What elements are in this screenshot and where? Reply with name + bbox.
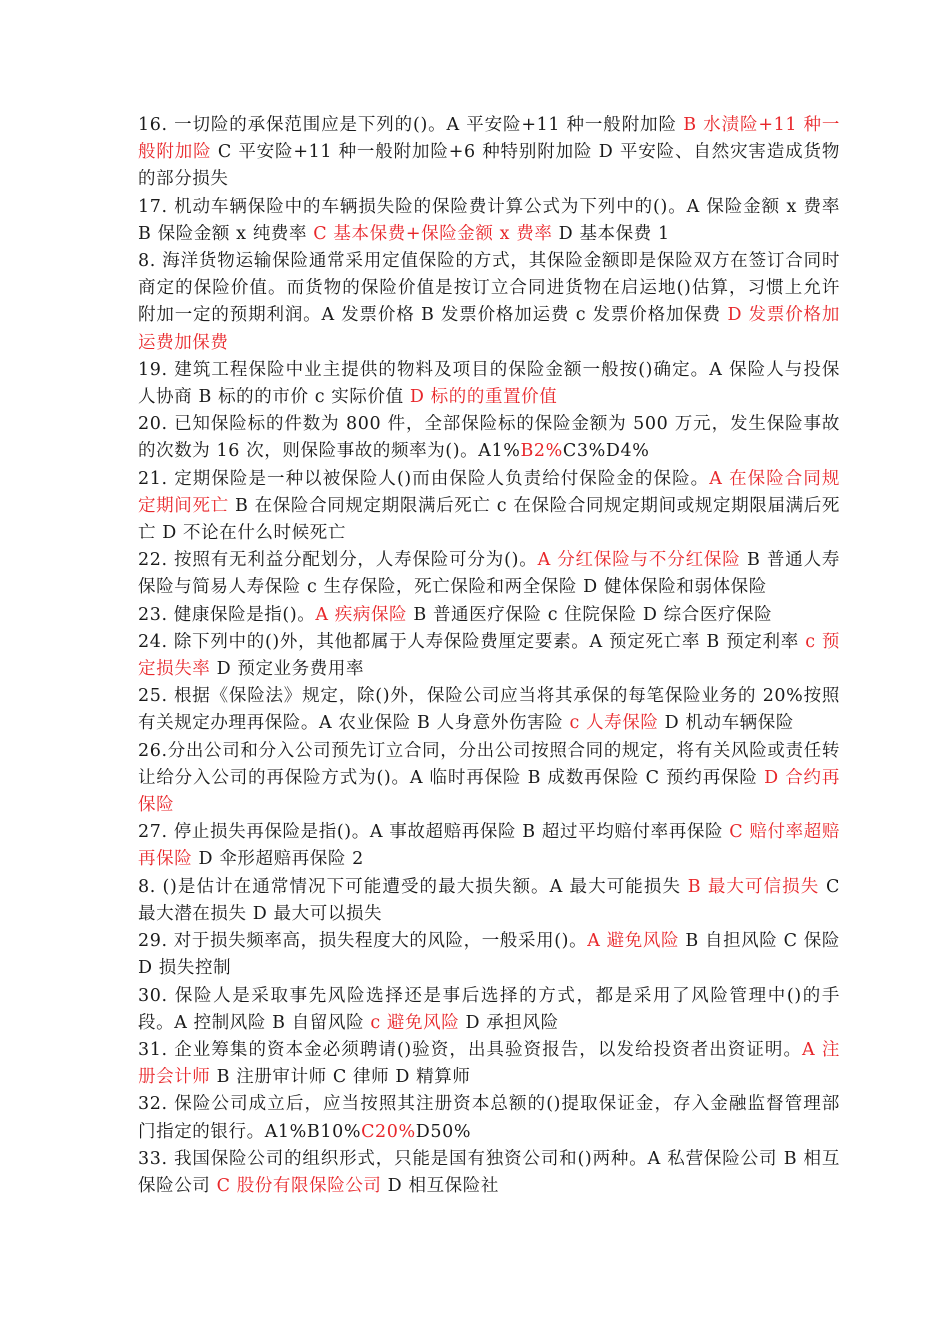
question-text: 31. 企业筹集的资本金必须聘请()验资，出具验资报告，以发给投资者出资证明。 bbox=[138, 1039, 803, 1060]
question-text: D 伞形超赔再保险 2 bbox=[192, 849, 364, 870]
correct-answer-text: A 在保险合同规定期间死亡 bbox=[138, 468, 840, 516]
question-paragraph bbox=[138, 683, 840, 737]
correct-answer-text: A 分红保险与不分红保险 bbox=[537, 550, 741, 571]
question-paragraph bbox=[138, 357, 840, 411]
question-paragraph bbox=[138, 629, 840, 683]
question-paragraph bbox=[138, 983, 840, 1037]
question-paragraph bbox=[138, 112, 840, 194]
correct-answer-text: D 发票价格加运费加保费 bbox=[138, 305, 841, 353]
question-text: C 最大潜在损失 D 最大可以损失 bbox=[138, 876, 840, 924]
correct-answer-text: C 基本保费+保险金额 x 费率 bbox=[313, 223, 553, 244]
question-text: 27. 停止损失再保险是指()。A 事故超赔再保险 B 超过平均赔付率再保险 bbox=[138, 822, 730, 843]
question-text: 19. 建筑工程保险中业主提供的物料及项目的保险金额一般按()确定。A 保险人与投保人协商 B 标的的市价 c 实际价值 bbox=[138, 359, 840, 408]
question-text: 22. 按照有无利益分配划分，人寿保险可分为()。 bbox=[138, 550, 538, 571]
question-text: 17. 机动车辆保险中的车辆损失险的保险费计算公式为下列中的()。A 保险金额 x 费率 B 保险金额 x 纯费率 bbox=[138, 196, 840, 244]
question-paragraph bbox=[138, 248, 840, 357]
correct-answer-text: C 股份有限保险公司 bbox=[216, 1175, 382, 1196]
question-text: D50% bbox=[415, 1121, 472, 1142]
correct-answer-text: C 赔付率超赔再保险 bbox=[138, 822, 841, 870]
question-text: 20. 已知保险标的件数为 800 件，全部保险标的保险金额为 500 万元，发生保险事故的次数为 16 次，则保险事故的频率为()。A1% bbox=[138, 414, 840, 462]
question-text: C3%D4% bbox=[562, 441, 650, 462]
question-text: 21. 定期保险是一种以被保险人()而由保险人负责给付保险金的保险。 bbox=[138, 468, 710, 489]
question-text: 29. 对于损失频率高，损失程度大的风险，一般采用()。 bbox=[138, 931, 588, 952]
correct-answer-text: B 水渍险+11 种一般附加险 bbox=[138, 115, 840, 163]
question-paragraph bbox=[138, 819, 840, 873]
question-paragraph bbox=[138, 602, 840, 629]
document-page bbox=[138, 112, 840, 1200]
question-text: 33. 我国保险公司的组织形式，只能是国有独资公司和()两种。A 私营保险公司 B 相互保险公司 bbox=[138, 1148, 840, 1196]
question-paragraph bbox=[138, 411, 840, 465]
question-text: D 预定业务费用率 bbox=[210, 659, 365, 680]
correct-answer-text: c 人寿保险 bbox=[569, 713, 659, 734]
question-paragraph bbox=[138, 466, 840, 548]
correct-answer-text: A 避免风险 bbox=[587, 931, 680, 952]
question-text: 24. 除下列中的()外，其他都属于人寿保险费厘定要素。A 预定死亡率 B 预定利率 bbox=[138, 631, 806, 652]
correct-answer-text: C20% bbox=[361, 1121, 416, 1142]
question-text: 8. ()是估计在通常情况下可能遭受的最大损失额。A 最大可能损失 bbox=[138, 876, 688, 897]
correct-answer-text: A 注册会计师 bbox=[138, 1039, 840, 1088]
question-text: 26.分出公司和分入公司预先订立合同，分出公司按照合同的规定，将有关风险或责任转让给分入公司的再保险方式为()。A 临时再保险 B 成数再保险 C 预约再保险 bbox=[138, 740, 840, 788]
question-paragraph bbox=[138, 738, 840, 820]
correct-answer-text: c 预定损失率 bbox=[138, 631, 840, 680]
question-paragraph bbox=[138, 1091, 840, 1145]
question-text: 30. 保险人是采取事先风险选择还是事后选择的方式，都是采用了风险管理中()的手段。A 控制风险 B 自留风险 bbox=[138, 985, 840, 1033]
question-paragraph bbox=[138, 928, 840, 982]
correct-answer-text: B2% bbox=[520, 441, 563, 462]
question-text: 8. 海洋货物运输保险通常采用定值保险的方式，其保险金额即是保险双方在签订合同时商定的保险价值。而货物的保险价值是按订立合同进货物在启运地()估算，习惯上允许附加一定的预期利润。A 发票价格 B 发票价格加运费 c 发票价格加保费 bbox=[138, 251, 840, 326]
correct-answer-text: B 最大可信损失 bbox=[687, 876, 820, 897]
question-text: B 自担风险 C 保险 D 损失控制 bbox=[138, 931, 840, 979]
correct-answer-text: D 合约再保险 bbox=[138, 767, 840, 816]
correct-answer-text: c 避免风险 bbox=[370, 1012, 460, 1033]
question-text: D 承担风险 bbox=[459, 1012, 559, 1033]
correct-answer-text: D 标的的重置价值 bbox=[409, 387, 558, 408]
question-text: D 机动车辆保险 bbox=[658, 713, 794, 734]
question-text: D 相互保险社 bbox=[381, 1175, 499, 1196]
question-text: 23. 健康保险是指()。 bbox=[138, 604, 316, 625]
correct-answer-text: A 疾病保险 bbox=[315, 604, 408, 625]
question-paragraph bbox=[138, 1146, 840, 1200]
question-text: B 普通医疗保险 c 住院保险 D 综合医疗保险 bbox=[407, 604, 773, 625]
question-paragraph bbox=[138, 1037, 840, 1091]
question-paragraph bbox=[138, 547, 840, 601]
question-text: B 在保险合同规定期限满后死亡 c 在保险合同规定期间或规定期限届满后死亡 D 不论在什么时候死亡 bbox=[138, 495, 841, 544]
question-text: 16. 一切险的承保范围应是下列的()。A 平安险+11 种一般附加险 bbox=[138, 115, 684, 135]
question-text: B 注册审计师 C 律师 D 精算师 bbox=[210, 1067, 471, 1088]
question-text: D 基本保费 1 bbox=[552, 223, 670, 244]
question-text: 25. 根据《保险法》规定，除()外，保险公司应当将其承保的每笔保险业务的 20%按照有关规定办理再保险。A 农业保险 B 人身意外伤害险 bbox=[138, 686, 840, 734]
question-text: 32. 保险公司成立后，应当按照其注册资本总额的()提取保证金，存入金融监督管理部门指定的银行。A1%B10% bbox=[138, 1094, 840, 1142]
question-text: C 平安险+11 种一般附加险+6 种特别附加险 D 平安险、自然灾害造成货物的部分损失 bbox=[138, 142, 840, 190]
question-paragraph bbox=[138, 194, 840, 248]
question-paragraph bbox=[138, 874, 840, 928]
question-text: B 普通人寿保险与简易人寿保险 c 生存保险，死亡保险和两全保险 D 健体保险和弱体保险 bbox=[138, 550, 841, 598]
